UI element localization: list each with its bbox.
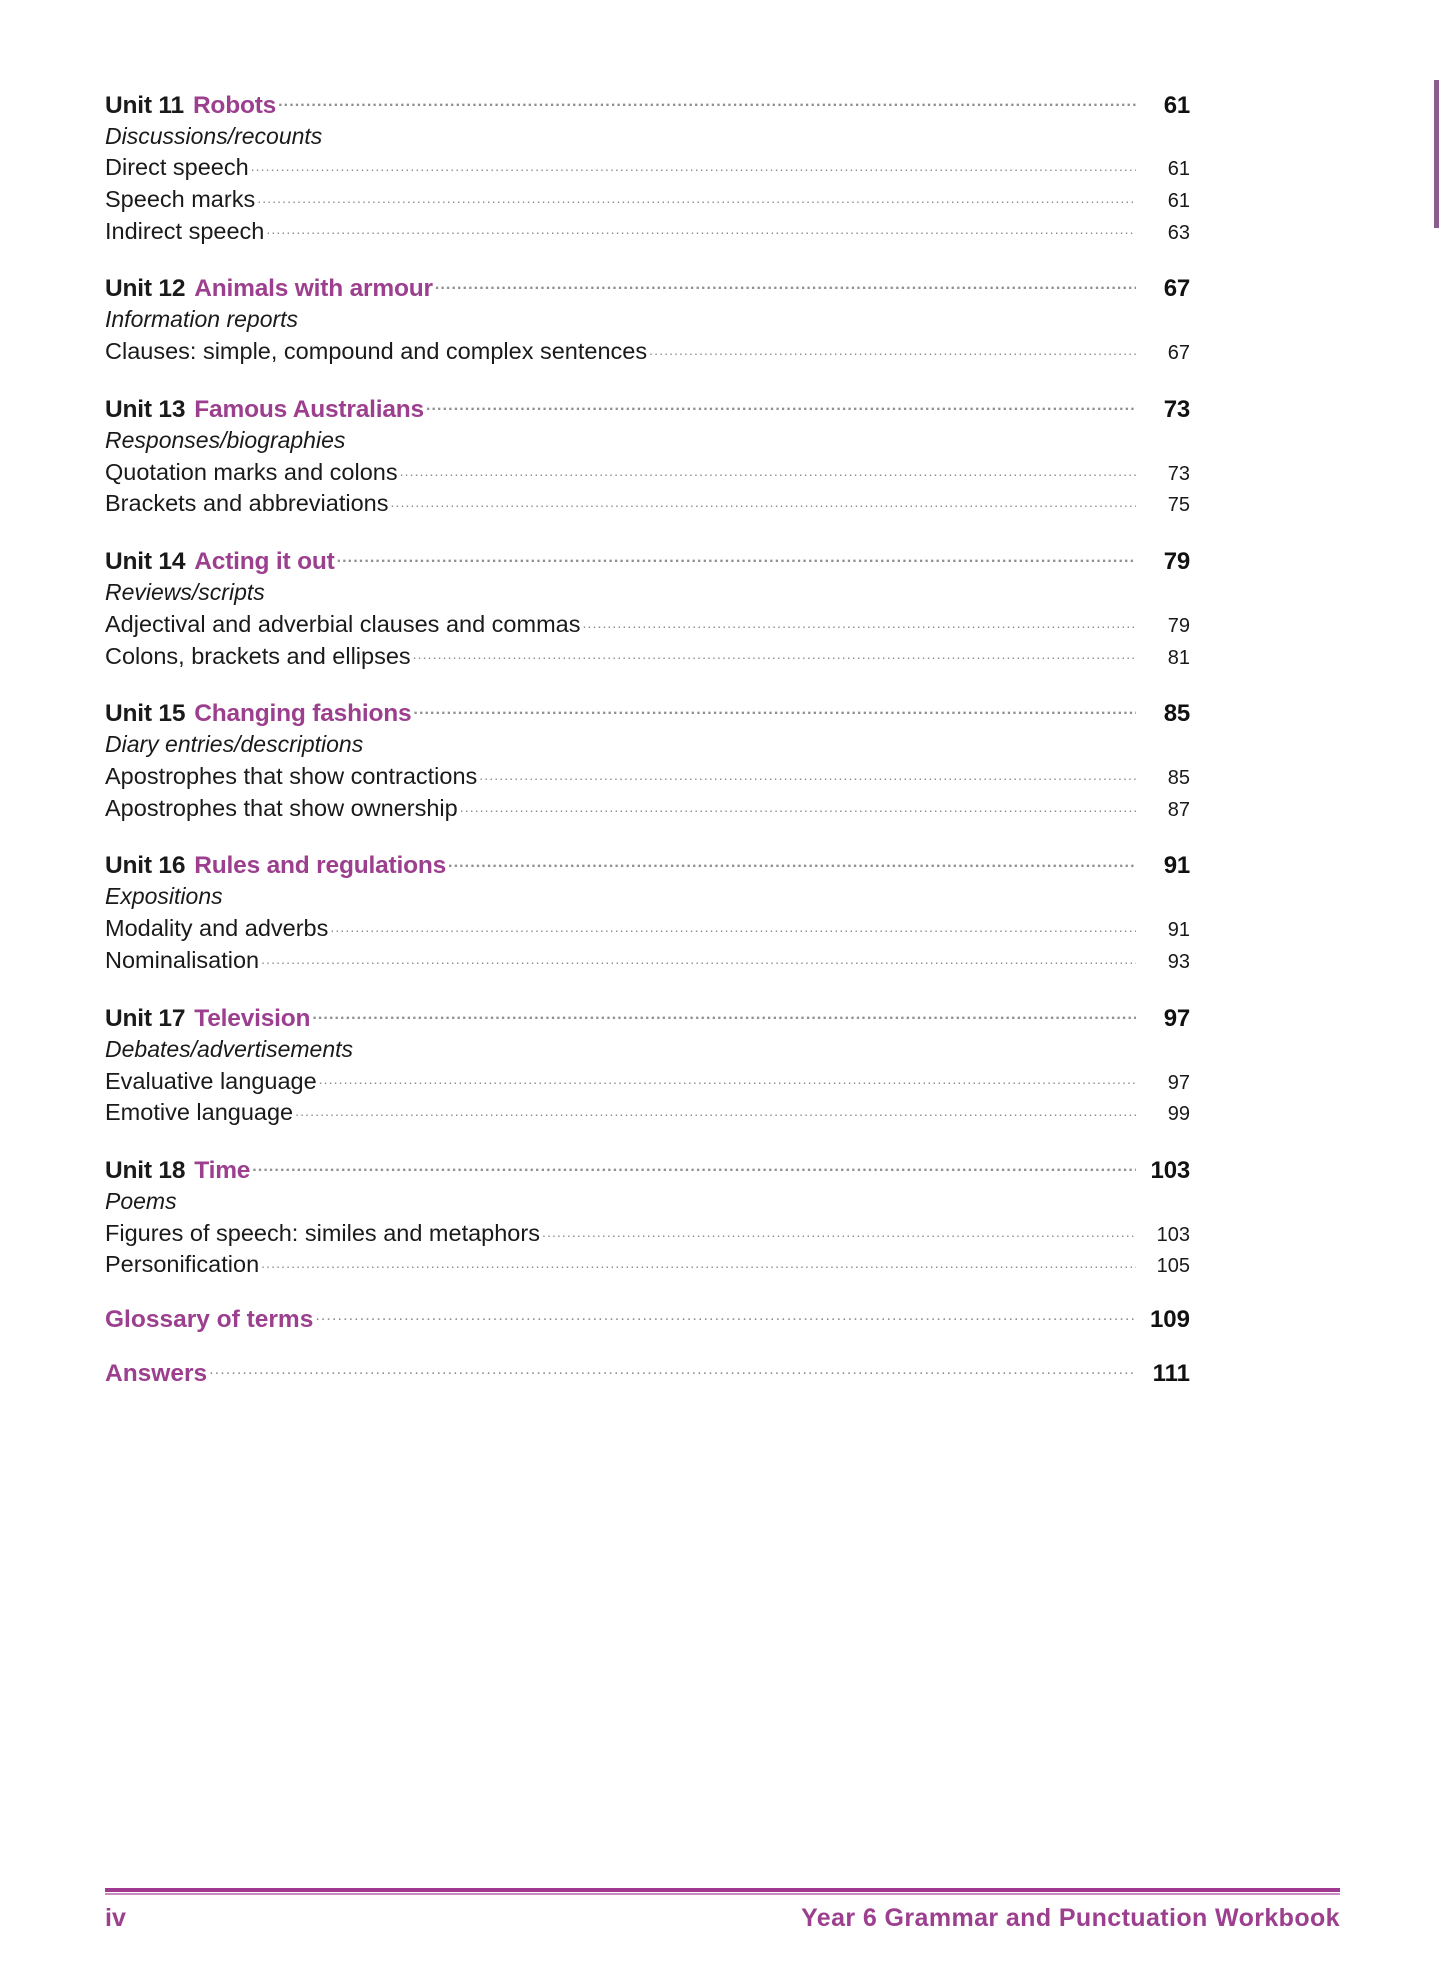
toc-subentry-label (105, 217, 264, 246)
toc-subentry-text: Emotive language (105, 1099, 294, 1126)
unit-title: Rules and regulations (194, 852, 447, 880)
footer-row (105, 1904, 1340, 1933)
unit-block (105, 1001, 1190, 1127)
unit-block (105, 392, 1190, 518)
toc-subentry-label (105, 458, 398, 487)
page-folio: iv (105, 1904, 126, 1932)
toc-subentry[interactable] (105, 640, 1190, 671)
toc-subentry-label (105, 1067, 317, 1096)
page-footer (105, 1888, 1340, 1933)
leader-dots (278, 88, 1136, 113)
toc-backmatter-entry-label (105, 1306, 313, 1334)
unit-genre: Responses/biographies (105, 426, 346, 453)
toc-unit-entry[interactable] (105, 88, 1190, 120)
toc-subentry-page-number: 103 (1156, 1223, 1190, 1246)
toc-subentry-label (105, 153, 249, 182)
toc-subentry-page-number: 85 (1167, 767, 1190, 790)
backmatter-title: Answers (105, 1359, 208, 1387)
leader-dots (479, 761, 1136, 785)
toc-subentry-label (105, 185, 255, 214)
toc-subentry[interactable] (105, 1249, 1190, 1280)
toc-subentry-page-number: 79 (1167, 615, 1190, 637)
toc-unit-entry-page-number: 73 (1163, 395, 1190, 423)
toc-subentry-text: Adjectival and adverbial clauses and commas (105, 611, 581, 637)
backmatter-block (105, 1306, 1190, 1334)
leader-dots (330, 913, 1136, 937)
toc-subentry-page-number: 81 (1167, 646, 1190, 669)
toc-subentry-text: Direct speech (105, 154, 249, 181)
toc-subentry-label (105, 762, 477, 791)
toc-unit-entry-page-number: 97 (1163, 1004, 1190, 1032)
toc-unit-entry[interactable] (105, 272, 1190, 304)
unit-genre: Poems (105, 1187, 177, 1214)
toc-unit-entry[interactable] (105, 392, 1190, 424)
unit-genre: Debates/advertisements (105, 1035, 354, 1062)
footer-rule-thick (105, 1888, 1340, 1892)
unit-title: Changing fashions (194, 700, 412, 728)
toc-unit-entry[interactable] (105, 1153, 1190, 1185)
toc-subentry-page-number: 87 (1167, 798, 1190, 821)
leader-dots (460, 792, 1136, 816)
toc-subentry[interactable] (105, 792, 1190, 823)
leader-dots (390, 488, 1136, 512)
toc-list (105, 88, 1190, 1414)
toc-subentry-text: Clauses: simple, compound and complex sentences (105, 338, 648, 365)
unit-block (105, 88, 1190, 246)
toc-subentry[interactable] (105, 184, 1190, 215)
toc-subentry-text: Nominalisation (105, 947, 260, 973)
unit-genre: Expositions (105, 883, 223, 910)
unit-block (105, 849, 1190, 975)
leader-dots (261, 1249, 1136, 1273)
leader-dots (295, 1097, 1136, 1121)
toc-subentry-text: Evaluative language (105, 1067, 317, 1094)
unit-number: Unit 11 (105, 91, 184, 119)
unit-genre: Diary entries/descriptions (105, 731, 364, 758)
toc-unit-entry-page-number: 67 (1163, 275, 1190, 303)
unit-title: Animals with armour (194, 275, 433, 303)
toc-subentry-label (105, 1098, 293, 1127)
toc-subentry-text: Figures of speech: similes and metaphors (105, 1219, 540, 1246)
unit-title: Acting it out (194, 548, 335, 576)
toc-backmatter-entry[interactable] (105, 1360, 1190, 1388)
toc-subentry-page-number: 73 (1167, 462, 1190, 485)
leader-dots (413, 640, 1136, 664)
toc-subentry-page-number: 99 (1167, 1103, 1190, 1126)
footer-rule-thin (105, 1893, 1340, 1895)
unit-number: Unit 18 (105, 1156, 186, 1184)
toc-subentry[interactable] (105, 1217, 1190, 1248)
toc-subentry-label (105, 914, 328, 943)
leader-dots (337, 545, 1136, 570)
toc-subentry-label (105, 1219, 540, 1248)
leader-dots (435, 272, 1136, 297)
leader-dots (261, 945, 1136, 969)
unit-genre: Discussions/recounts (105, 122, 323, 149)
unit-title: Robots (192, 91, 277, 119)
toc-subentry-text: Speech marks (105, 186, 256, 213)
unit-genre: Reviews/scripts (105, 579, 265, 606)
toc-unit-entry-label (105, 1005, 310, 1033)
toc-subentry[interactable] (105, 761, 1190, 792)
page-edge-tab (1434, 80, 1439, 228)
toc-unit-entry-label (105, 92, 276, 120)
toc-unit-entry-page-number: 91 (1163, 852, 1190, 880)
toc-unit-entry-label (105, 700, 411, 728)
toc-subentry-label (105, 1250, 259, 1279)
leader-dots (251, 152, 1136, 176)
toc-subentry-label (105, 610, 580, 639)
toc-subentry-page-number: 61 (1167, 190, 1190, 213)
unit-number: Unit 16 (105, 852, 186, 880)
book-title: Year 6 Grammar and Punctuation Workbook (801, 1904, 1340, 1932)
toc-unit-entry-page-number: 61 (1163, 91, 1190, 119)
leader-dots (649, 336, 1136, 360)
backmatter-block (105, 1360, 1190, 1388)
leader-dots (319, 1065, 1136, 1089)
toc-unit-entry-page-number: 85 (1163, 700, 1190, 728)
unit-number: Unit 13 (105, 395, 186, 423)
leader-dots (315, 1311, 1136, 1327)
toc-subentry[interactable] (105, 913, 1190, 944)
toc-unit-entry-page-number: 79 (1163, 548, 1190, 576)
leader-dots (257, 184, 1136, 208)
backmatter-title: Glossary of terms (105, 1305, 314, 1333)
toc-unit-entry[interactable] (105, 1001, 1190, 1033)
toc-backmatter-entry[interactable] (105, 1306, 1190, 1334)
toc-subentry-text: Brackets and abbreviations (105, 490, 389, 517)
unit-block (105, 697, 1190, 823)
toc-subentry-page-number: 75 (1167, 494, 1190, 517)
toc-subentry-page-number: 97 (1167, 1071, 1190, 1094)
toc-subentry-label (105, 337, 647, 366)
toc-subentry[interactable] (105, 609, 1190, 640)
toc-subentry[interactable] (105, 1097, 1190, 1128)
toc-unit-entry-label (105, 275, 433, 303)
toc-subentry[interactable] (105, 1065, 1190, 1096)
unit-block (105, 272, 1190, 367)
unit-title: Television (194, 1004, 311, 1032)
toc-subentry-text: Colons, brackets and ellipses (105, 642, 411, 669)
toc-subentry-page-number: 105 (1156, 1255, 1190, 1278)
toc-unit-entry[interactable] (105, 545, 1190, 577)
leader-dots (400, 456, 1136, 480)
unit-genre: Information reports (105, 306, 299, 333)
unit-number: Unit 14 (105, 548, 186, 576)
unit-number: Unit 17 (105, 1004, 186, 1032)
leader-dots (312, 1001, 1136, 1026)
toc-subentry[interactable] (105, 152, 1190, 183)
toc-subentry-label (105, 489, 388, 518)
toc-subentry-text: Indirect speech (105, 217, 265, 244)
toc-subentry-page-number: 67 (1167, 342, 1190, 365)
leader-dots (266, 215, 1136, 239)
toc-subentry-page-number: 93 (1167, 951, 1190, 973)
toc-subentry-text: Modality and adverbs (105, 915, 329, 942)
toc-unit-entry-label (105, 852, 446, 880)
toc-subentry[interactable] (105, 336, 1190, 367)
toc-backmatter-entry-label (105, 1360, 207, 1388)
toc-subentry-text: Apostrophes that show contractions (105, 763, 478, 790)
toc-subentry-page-number: 63 (1167, 221, 1190, 244)
unit-block (105, 545, 1190, 671)
toc-backmatter-entry-page-number: 109 (1149, 1305, 1190, 1333)
leader-dots (413, 697, 1136, 722)
toc-unit-entry-label (105, 1157, 250, 1185)
toc-unit-entry-page-number: 103 (1150, 1156, 1190, 1184)
toc-backmatter-entry-page-number: 111 (1152, 1359, 1190, 1387)
toc-subentry-label (105, 642, 411, 671)
toc-subentry-label (105, 794, 458, 823)
leader-dots (209, 1365, 1136, 1381)
unit-block (105, 1153, 1190, 1279)
toc-subentry[interactable] (105, 945, 1190, 976)
toc-subentry-page-number: 91 (1167, 919, 1190, 942)
toc-unit-entry[interactable] (105, 697, 1190, 729)
toc-unit-entry-label (105, 548, 335, 576)
leader-dots (252, 1153, 1136, 1178)
leader-dots (542, 1217, 1136, 1241)
toc-subentry[interactable] (105, 215, 1190, 246)
toc-subentry-label (105, 946, 259, 975)
leader-dots (448, 849, 1136, 874)
toc-unit-entry[interactable] (105, 849, 1190, 881)
unit-number: Unit 15 (105, 700, 186, 728)
toc-unit-entry-label (105, 396, 424, 424)
toc-subentry-text: Apostrophes that show ownership (105, 794, 458, 821)
leader-dots (582, 609, 1136, 633)
toc-subentry[interactable] (105, 488, 1190, 519)
toc-subentry[interactable] (105, 456, 1190, 487)
unit-title: Time (194, 1156, 251, 1184)
toc-subentry-text: Quotation marks and colons (105, 458, 398, 485)
unit-title: Famous Australians (194, 395, 424, 423)
leader-dots (426, 392, 1136, 417)
unit-number: Unit 12 (105, 275, 186, 303)
toc-subentry-page-number: 61 (1167, 158, 1190, 181)
toc-subentry-text: Personification (105, 1251, 260, 1278)
